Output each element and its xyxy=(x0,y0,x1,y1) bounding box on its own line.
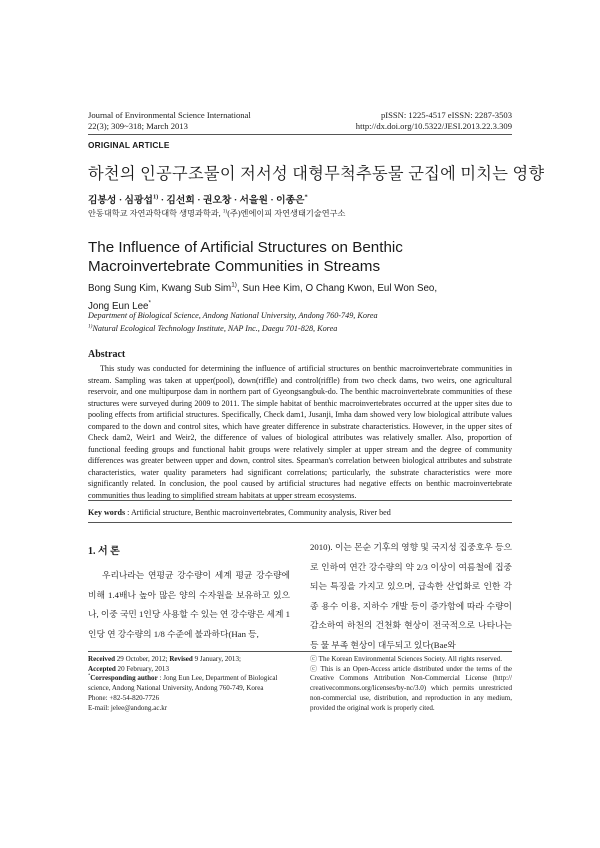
received-label: Received xyxy=(88,655,116,663)
accepted-line xyxy=(88,665,293,675)
copyright-line: ⓒ The Korean Environmental Sciences Society. All rights reserved. xyxy=(310,655,502,663)
footnote-rule xyxy=(88,651,512,652)
authors-en-b: , Sun Hee Kim, O Chang Kwon, Eul Won Seo, xyxy=(236,283,438,294)
corr-label: Corresponding author xyxy=(90,674,158,683)
authors-ko-rest: · 김선희 · 권오창 · 서을원 · 이종은 xyxy=(158,195,305,206)
journal-header-left xyxy=(88,110,251,132)
article-type: ORIGINAL ARTICLE xyxy=(88,140,170,150)
accepted-date: 20 February, 2013 xyxy=(115,664,169,673)
affil-ko-sup: 1) xyxy=(222,208,228,215)
doi-line: http://dx.doi.org/10.5322/JESI.2013.22.3.309 xyxy=(355,121,512,131)
corresponding-author xyxy=(88,674,293,693)
email-line: E-mail: jelee@andong.ac.kr xyxy=(88,703,168,712)
intro-left-column: 우리나라는 연평균 강수량이 세계 평균 강수량에 비해 1.4배나 높아 많은 양의 수자원을 보유하고 있으나, 이중 국민 1인당 사용할 수 있는 연 강수량은 세계 1인당 연 강수량의 1/8 수준에 불과하다(Han 등, xyxy=(88,570,290,639)
revised-date: 9 January, 2013; xyxy=(192,655,241,663)
affil-ko-rest: (주)엔에이피 자연생태기술연구소 xyxy=(227,209,346,218)
authors-ko-star: * xyxy=(304,193,308,201)
footnote-right xyxy=(310,655,512,713)
affil-en-2-sup: 1) xyxy=(88,322,93,329)
revised-label: Revised xyxy=(169,655,193,663)
keywords-line xyxy=(88,508,512,517)
accepted-label: Accepted xyxy=(88,664,116,673)
received-line xyxy=(88,655,293,665)
abstract-body: This study was conducted for determining the influence of artificial structures on benthic macroinvertebrate communities in stream. Sampling was taken at upper(pool), down(riffle) and control(riffle) from two check dams, two weirs, one agricultural reservoir, and one multipurpose dam in northern part of Gyeongsangbuk-do. The benthic macroinvertebrate communities of these structures were surveyed during 2009 to 2011. The simple habitat of benthic macroinvertebrates occurred at the upper sites due to pooling effects from artificial structures. Specifically, Check dam1, Jusanji, Imha dam showed very low biological attribute values compared to the down and control sites, which have greater difference in substrate characteristics. However, in the upper sites of Check dam2, Weir1 and Weir2, the difference of values of biological attributes was relatively smaller. Also, proportion of functional feeding groups and functional habit groups were relatively simpler at upper stream and the degree of community differences was greater between upper and down, control sites. Spearman's correlation between biological attributes and substrate characteristics, water quality parameters had significant correlations; particularly, the substrate characteristics were more significantly related. In conclusion, the pool caused by artificial structures had negative effects on benthic macroinvertebrate communities thus leading to simplified stream habitats at upper stream ecosystems. xyxy=(88,364,512,501)
authors-en-star: * xyxy=(148,299,151,307)
affil-en-1: Department of Biological Science, Andong National University, Andong 760-749, Korea xyxy=(88,311,378,320)
title-english: The Influence of Artificial Structures on Benthic Macroinvertebrate Communities in Streams xyxy=(88,239,403,275)
journal-name: Journal of Environmental Science International xyxy=(88,110,251,120)
title-korean: 하천의 인공구조물이 저서성 대형무척추동물 군집에 미치는 영향 xyxy=(88,165,545,183)
footnote-left xyxy=(88,655,293,713)
issn-line: pISSN: 1225-4517 eISSN: 2287-3503 xyxy=(380,110,512,120)
authors-ko-sup: 1) xyxy=(152,193,159,201)
phone-line: Phone: +82-54-820-7726 xyxy=(88,693,160,702)
received-date: 29 October, 2012; xyxy=(115,655,170,663)
corr-star: * xyxy=(88,673,91,679)
header-rule xyxy=(88,134,512,135)
intro-right-column: 2010). 이는 몬순 기후의 영향 및 국지성 집중호우 등으로 인하여 연간 강수량의 약 2/3 이상이 여름철에 집중되는 특징을 가지고 있으며, 급속한 산업화로 인한 각종 용수 이용, 지하수 개발 등이 증가함에 따라 수량이 감소하여 하천의 건천화 현상이 전국적으로 나타나는 등 물 부족 현상이 대두되고 있다(Bae와 xyxy=(310,542,512,650)
authors-en-sup: 1) xyxy=(231,281,237,289)
journal-issue: 22(3); 309~318; March 2013 xyxy=(88,121,188,131)
affil-en-2 xyxy=(88,323,512,336)
abstract-heading: Abstract xyxy=(88,349,126,360)
authors-en-a: Bong Sung Kim, Kwang Sub Sim xyxy=(88,283,232,294)
affiliation-korean xyxy=(88,208,345,219)
keywords-rule xyxy=(88,522,512,523)
abstract-rule xyxy=(88,500,512,501)
license-text: ⓒ This is an Open-Access article distributed under the terms of the Creative Commons Attribution Non-Commercial License (http:// creativecommons.org/licenses/by-nc/3.0) which permits unrestricted non-commercial use, distribution, and reproduction in any medium, provided the original work is properly cited. xyxy=(310,664,512,712)
journal-header-right xyxy=(356,110,512,132)
authors-ko-first: 김봉성 · 심광섭 xyxy=(88,195,153,206)
authors-korean xyxy=(88,192,308,206)
affil-ko-main: 안동대학교 자연과학대학 생명과학과, xyxy=(88,209,223,218)
authors-en-c: Jong Eun Lee xyxy=(88,301,149,312)
affiliation-english xyxy=(88,310,512,335)
keywords-label: Key words xyxy=(88,508,126,517)
keywords-text: : Artificial structure, Benthic macroinvertebrates, Community analysis, River bed xyxy=(125,508,391,517)
corr-text: : Jong Eun Lee, Department of Biological science, Andong National University, Andong 760-749, Korea xyxy=(88,674,278,693)
affil-en-2-text: Natural Ecological Technology Institute, NAP Inc., Daegu 701-828, Korea xyxy=(92,323,338,333)
section-heading-intro: 1. 서 론 xyxy=(88,546,120,557)
